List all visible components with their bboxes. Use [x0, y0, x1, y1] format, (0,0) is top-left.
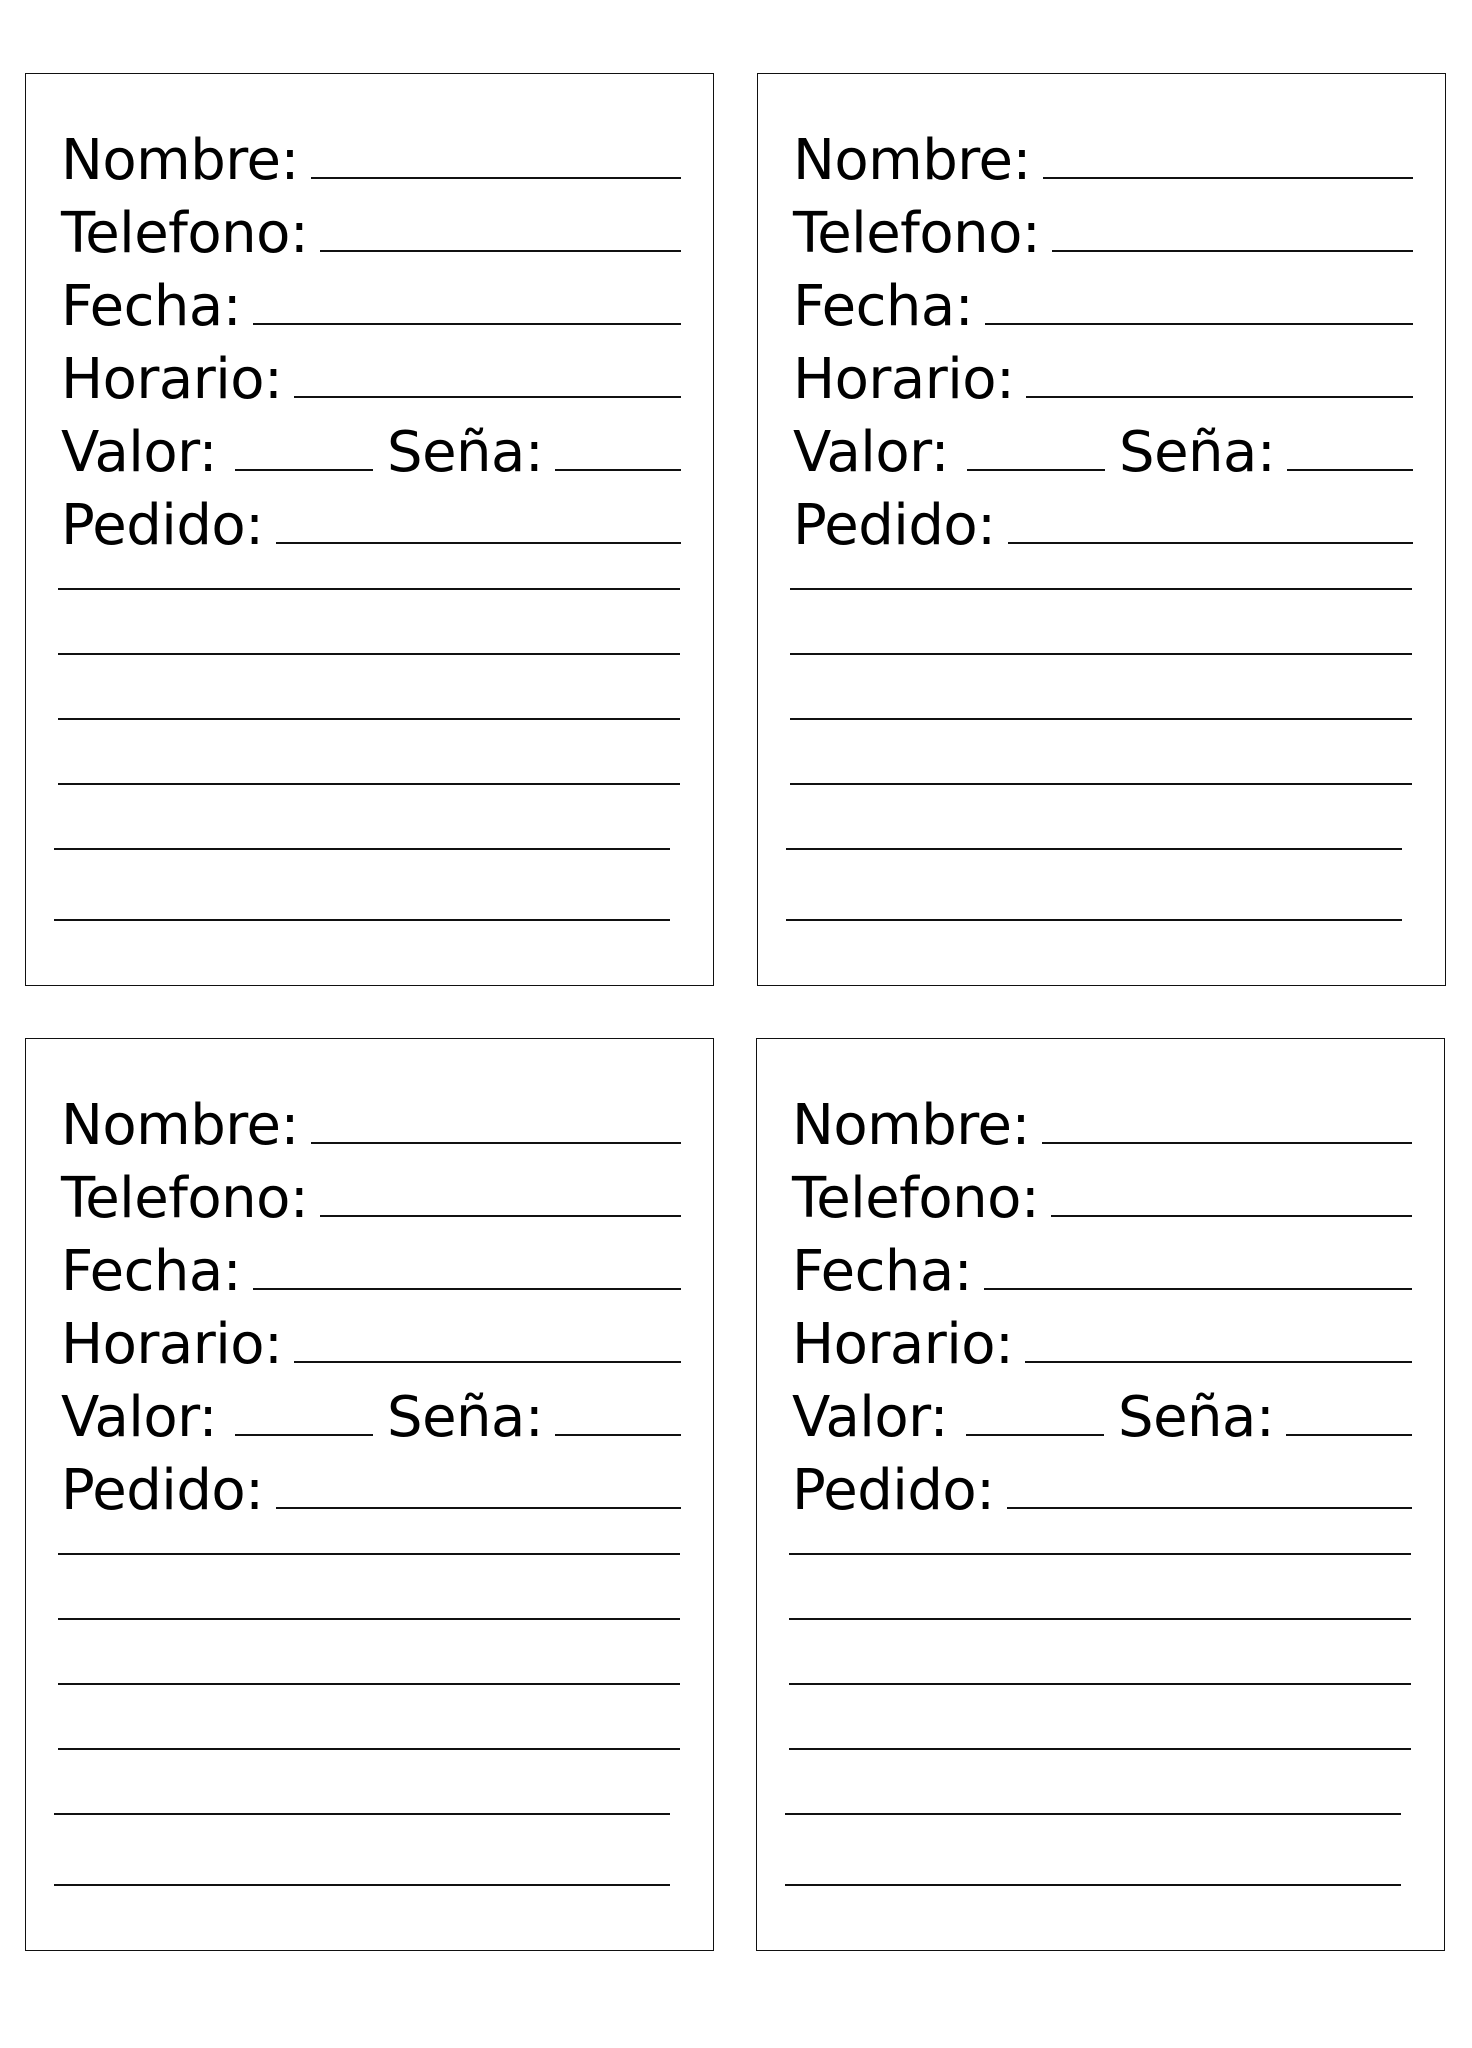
- pedido-row: [793, 483, 1413, 556]
- valor-sena-row: [61, 410, 681, 483]
- note-line[interactable]: [58, 718, 680, 720]
- telefono-label: Telefono:: [793, 201, 1041, 266]
- pedido-row: [792, 1448, 1412, 1521]
- valor-blank[interactable]: [967, 469, 1105, 471]
- nombre-row: [61, 1083, 681, 1156]
- nombre-label: Nombre:: [61, 1093, 299, 1158]
- fecha-label: Fecha:: [792, 1239, 973, 1304]
- pedido-blank[interactable]: [276, 1507, 681, 1509]
- note-line[interactable]: [790, 783, 1412, 785]
- pedido-blank[interactable]: [276, 542, 681, 544]
- note-line[interactable]: [58, 1748, 680, 1750]
- telefono-row: [793, 191, 1413, 264]
- note-line[interactable]: [789, 1618, 1411, 1620]
- fecha-label: Fecha:: [61, 274, 242, 339]
- fecha-row: [792, 1229, 1412, 1302]
- order-card-1: [25, 73, 714, 986]
- note-line[interactable]: [786, 848, 1402, 850]
- note-line[interactable]: [785, 1884, 1401, 1886]
- note-line[interactable]: [789, 1553, 1411, 1555]
- note-line[interactable]: [790, 588, 1412, 590]
- nombre-label: Nombre:: [792, 1093, 1030, 1158]
- telefono-label: Telefono:: [61, 1166, 309, 1231]
- pedido-note-lines: [789, 1553, 1411, 1949]
- fecha-blank[interactable]: [253, 323, 681, 325]
- pedido-label: Pedido:: [793, 493, 996, 558]
- note-line[interactable]: [58, 1618, 680, 1620]
- order-card-2: [757, 73, 1446, 986]
- valor-blank[interactable]: [235, 1434, 373, 1436]
- pedido-note-lines: [58, 588, 680, 984]
- pedido-label: Pedido:: [61, 1458, 264, 1523]
- fecha-blank[interactable]: [253, 1288, 681, 1290]
- horario-row: [61, 1302, 681, 1375]
- fecha-label: Fecha:: [793, 274, 974, 339]
- note-line[interactable]: [54, 1884, 670, 1886]
- note-line[interactable]: [58, 783, 680, 785]
- horario-blank[interactable]: [1026, 396, 1413, 398]
- form-fields: [793, 118, 1413, 556]
- fecha-blank[interactable]: [985, 323, 1413, 325]
- note-line[interactable]: [58, 1683, 680, 1685]
- valor-blank[interactable]: [235, 469, 373, 471]
- note-line[interactable]: [789, 1683, 1411, 1685]
- order-card-4: [756, 1038, 1445, 1951]
- sena-blank[interactable]: [1286, 1434, 1412, 1436]
- valor-label: Valor:: [61, 1385, 218, 1450]
- sena-label: Seña:: [1119, 420, 1276, 485]
- valor-blank[interactable]: [966, 1434, 1104, 1436]
- note-line[interactable]: [790, 718, 1412, 720]
- telefono-row: [61, 191, 681, 264]
- note-line[interactable]: [789, 1748, 1411, 1750]
- form-fields: [792, 1083, 1412, 1521]
- nombre-blank[interactable]: [311, 177, 681, 179]
- horario-row: [792, 1302, 1412, 1375]
- horario-label: Horario:: [61, 347, 283, 412]
- pedido-row: [61, 483, 681, 556]
- pedido-label: Pedido:: [61, 493, 264, 558]
- telefono-label: Telefono:: [61, 201, 309, 266]
- sena-label: Seña:: [1118, 1385, 1275, 1450]
- fecha-blank[interactable]: [984, 1288, 1412, 1290]
- nombre-blank[interactable]: [1042, 1142, 1412, 1144]
- pedido-blank[interactable]: [1007, 1507, 1412, 1509]
- valor-sena-row: [792, 1375, 1412, 1448]
- valor-label: Valor:: [793, 420, 950, 485]
- nombre-blank[interactable]: [311, 1142, 681, 1144]
- telefono-blank[interactable]: [320, 1215, 681, 1217]
- note-line[interactable]: [54, 848, 670, 850]
- pedido-row: [61, 1448, 681, 1521]
- valor-label: Valor:: [61, 420, 218, 485]
- form-fields: [61, 1083, 681, 1521]
- fecha-label: Fecha:: [61, 1239, 242, 1304]
- horario-blank[interactable]: [294, 1361, 681, 1363]
- fecha-row: [793, 264, 1413, 337]
- horario-label: Horario:: [792, 1312, 1014, 1377]
- note-line[interactable]: [58, 653, 680, 655]
- sena-label: Seña:: [387, 420, 544, 485]
- horario-row: [61, 337, 681, 410]
- note-line[interactable]: [786, 919, 1402, 921]
- telefono-label: Telefono:: [792, 1166, 1040, 1231]
- pedido-note-lines: [790, 588, 1412, 984]
- nombre-row: [792, 1083, 1412, 1156]
- note-line[interactable]: [54, 1813, 670, 1815]
- telefono-blank[interactable]: [320, 250, 681, 252]
- valor-sena-row: [61, 1375, 681, 1448]
- fecha-row: [61, 1229, 681, 1302]
- nombre-label: Nombre:: [61, 128, 299, 193]
- fecha-row: [61, 264, 681, 337]
- horario-blank[interactable]: [1025, 1361, 1412, 1363]
- nombre-label: Nombre:: [793, 128, 1031, 193]
- note-line[interactable]: [58, 588, 680, 590]
- pedido-note-lines: [58, 1553, 680, 1949]
- horario-label: Horario:: [793, 347, 1015, 412]
- form-fields: [61, 118, 681, 556]
- telefono-row: [61, 1156, 681, 1229]
- sena-blank[interactable]: [555, 1434, 681, 1436]
- note-line[interactable]: [790, 653, 1412, 655]
- telefono-blank[interactable]: [1052, 250, 1413, 252]
- valor-label: Valor:: [792, 1385, 949, 1450]
- nombre-blank[interactable]: [1043, 177, 1413, 179]
- note-line[interactable]: [54, 919, 670, 921]
- sena-blank[interactable]: [1287, 469, 1413, 471]
- valor-sena-row: [793, 410, 1413, 483]
- pedido-blank[interactable]: [1008, 542, 1413, 544]
- nombre-row: [61, 118, 681, 191]
- horario-row: [793, 337, 1413, 410]
- telefono-blank[interactable]: [1051, 1215, 1412, 1217]
- sena-blank[interactable]: [555, 469, 681, 471]
- order-card-3: [25, 1038, 714, 1951]
- note-line[interactable]: [58, 1553, 680, 1555]
- pedido-label: Pedido:: [792, 1458, 995, 1523]
- sena-label: Seña:: [387, 1385, 544, 1450]
- horario-label: Horario:: [61, 1312, 283, 1377]
- horario-blank[interactable]: [294, 396, 681, 398]
- telefono-row: [792, 1156, 1412, 1229]
- note-line[interactable]: [785, 1813, 1401, 1815]
- nombre-row: [793, 118, 1413, 191]
